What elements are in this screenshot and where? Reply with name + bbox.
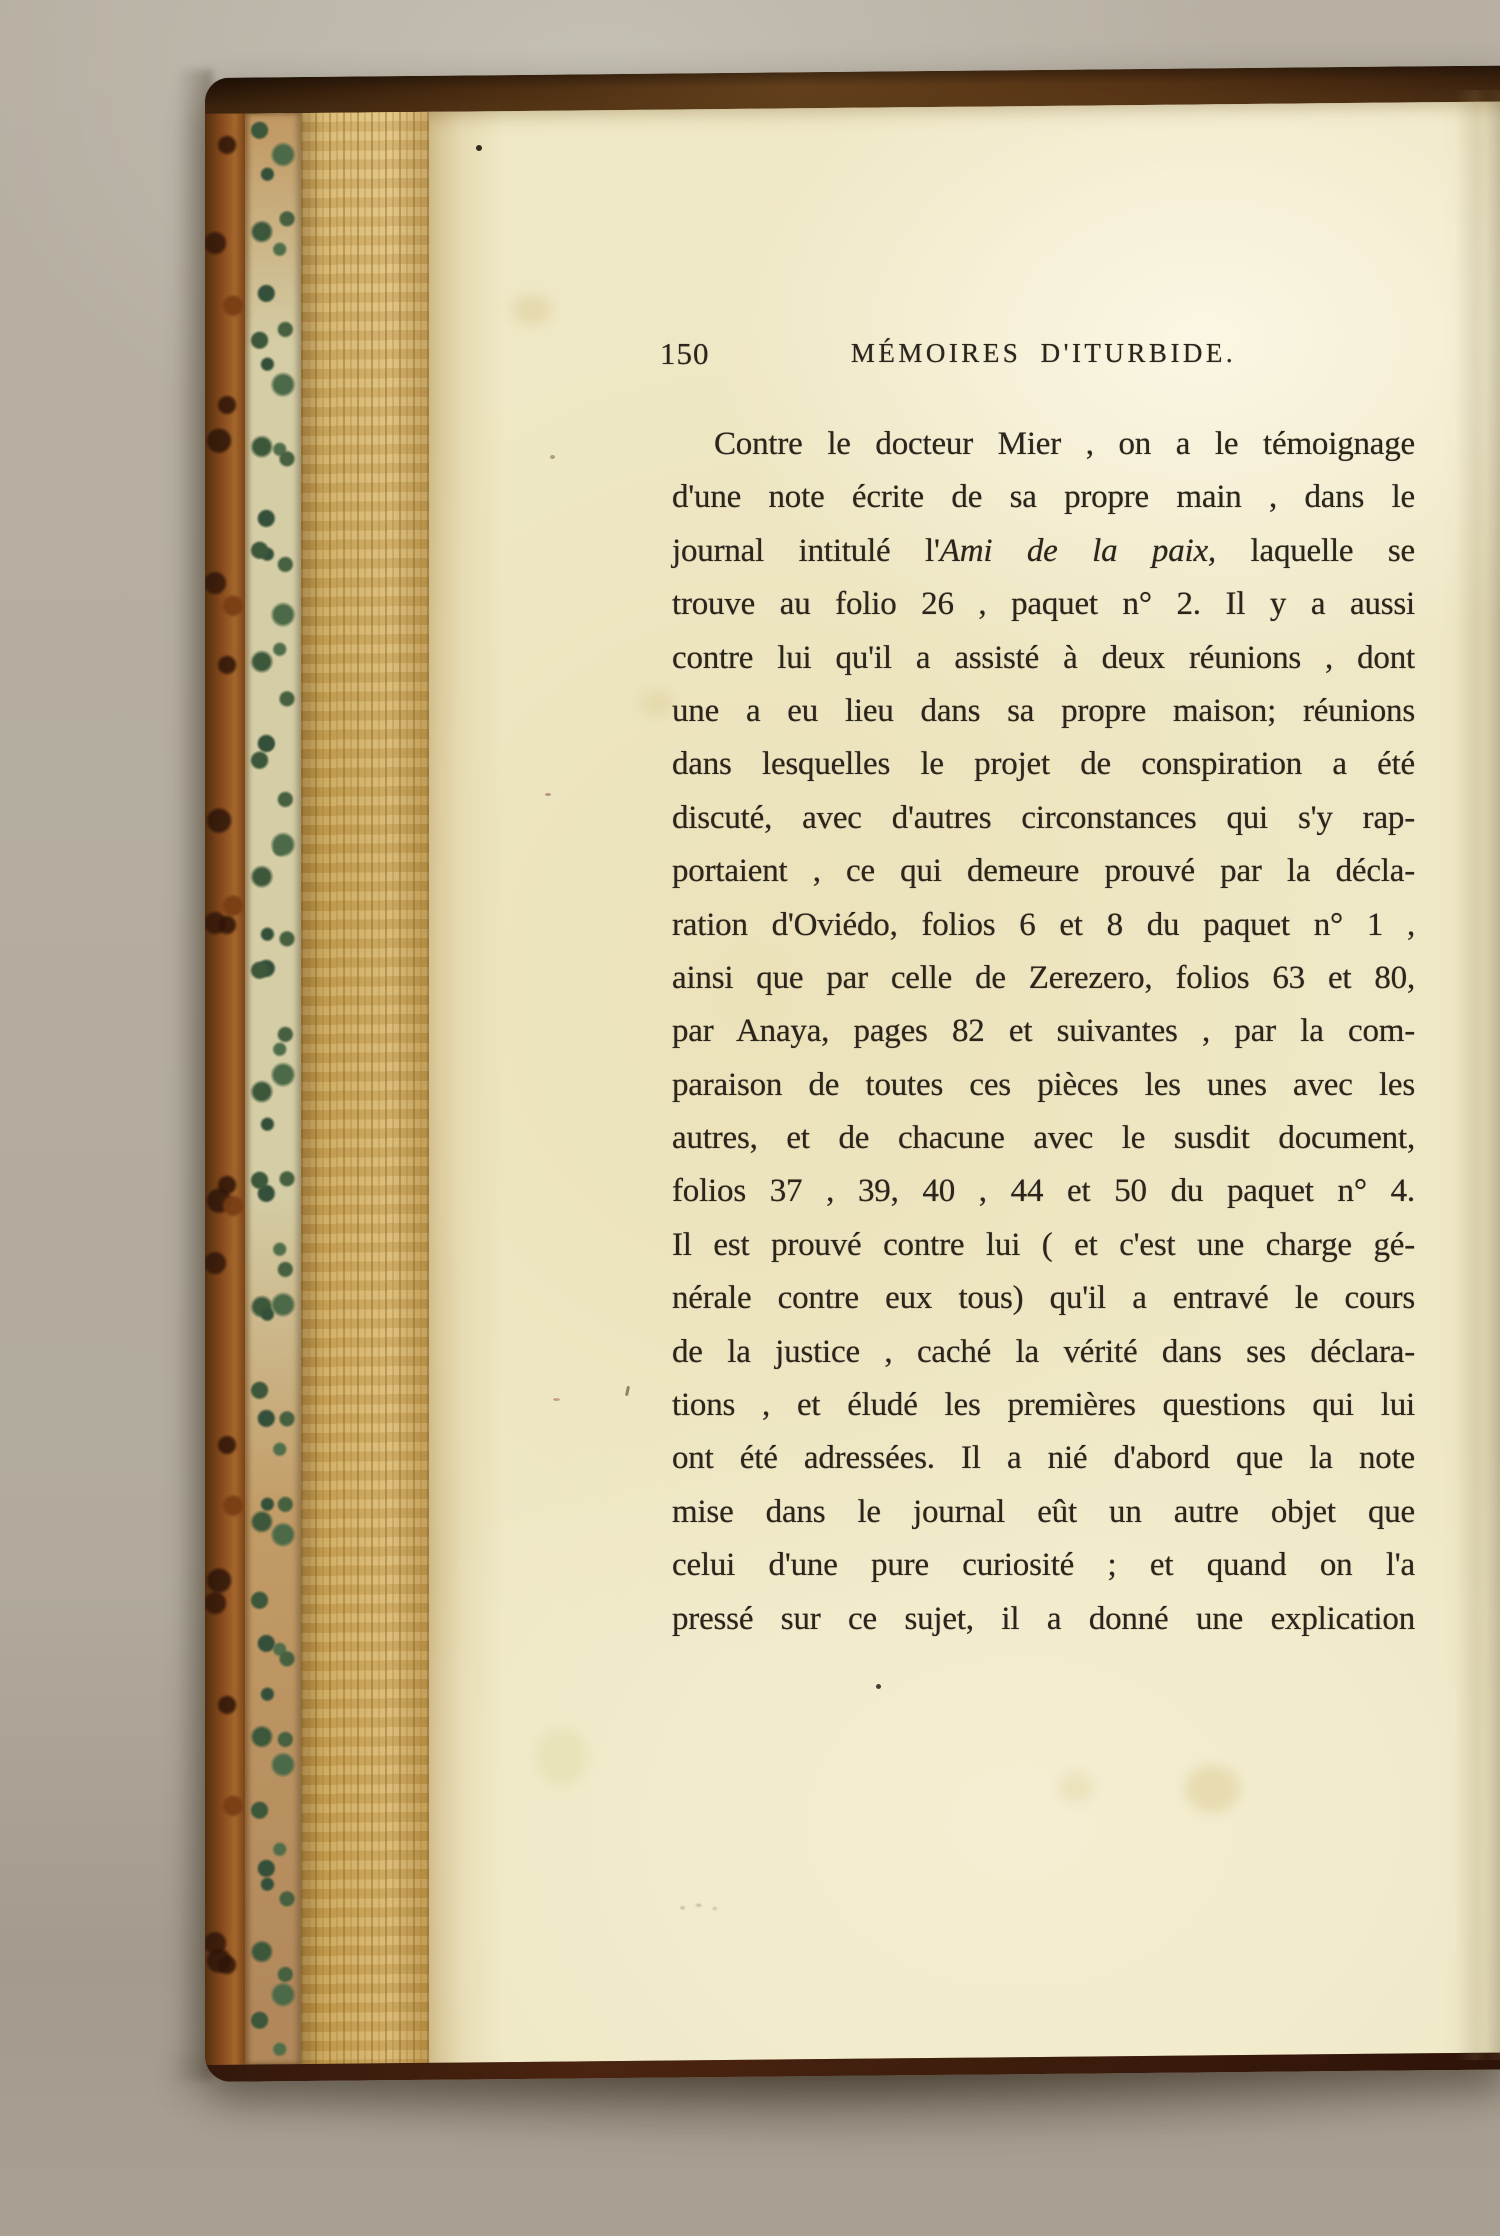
text-line: pressé sur ce sujet, il a donné une explication [672,1600,1415,1637]
text-line: ont été adressées. Il a nié d'abord que la note [672,1440,1415,1477]
text-line: Il est prouvé contre lui ( et c'est une charge gé- [672,1226,1415,1263]
text-line: discuté, avec d'autres circonstances qui s'y rap- [672,799,1415,836]
text-line: tions , et éludé les premières questions qui lui [672,1387,1415,1424]
text-line: celui d'une pure curiosité ; et quand on l'a [672,1547,1415,1584]
text-line: journal intitulé l'Ami de la paix, laquelle se [672,532,1415,569]
text-line: d'une note écrite de sa propre main , dans le [672,479,1415,516]
ink-speck [876,1684,881,1689]
text-line: ainsi que par celle de Zerezero, folios 63 et 80, [672,959,1415,996]
foxing-stain [640,690,674,716]
text-line: nérale contre eux tous) qu'il a entravé le cours [672,1280,1415,1317]
foxing-stain [536,1728,588,1786]
ink-speck [553,1398,560,1401]
foxing-stain [1058,1772,1094,1802]
ink-speck [550,455,555,459]
text-line: paraison de toutes ces pièces les unes avec les [672,1066,1415,1103]
text-block [672,418,1415,1646]
ink-speck [545,793,551,796]
page-number: 150 [660,336,710,371]
text-line: ration d'Oviédo, folios 6 et 8 du paquet n° 1 , [672,906,1415,943]
text-line: autres, et de chacune avec le susdit document, [672,1120,1415,1157]
text-line: mise dans le journal eût un autre objet que [672,1493,1415,1530]
text-line: de la justice , caché la vérité dans ses déclara- [672,1333,1415,1370]
text-line: dans lesquelles le projet de conspiration a été [672,746,1415,783]
text-line: une a eu lieu dans sa propre maison; réunions [672,692,1415,729]
text-line: folios 37 , 39, 40 , 44 et 50 du paquet n° 4. [672,1173,1415,1210]
text-line: trouve au folio 26 , paquet n° 2. Il y a aussi [672,586,1415,623]
running-head [660,334,1415,376]
ink-speck [476,145,482,151]
running-title: MÉMOIRES D'ITURBIDE. [850,338,1237,368]
text-line: contre lui qu'il a assisté à deux réunions , dont [672,639,1415,676]
text-line: portaient , ce qui demeure prouvé par la décla- [672,853,1415,890]
pencil-smudge [678,1900,724,1913]
text-line: Contre le docteur Mier , on a le témoignage [714,426,1415,462]
foxing-stain [512,295,552,325]
foxing-stain [1185,1765,1240,1813]
text-line: par Anaya, pages 82 et suivantes , par la com- [672,1013,1415,1050]
